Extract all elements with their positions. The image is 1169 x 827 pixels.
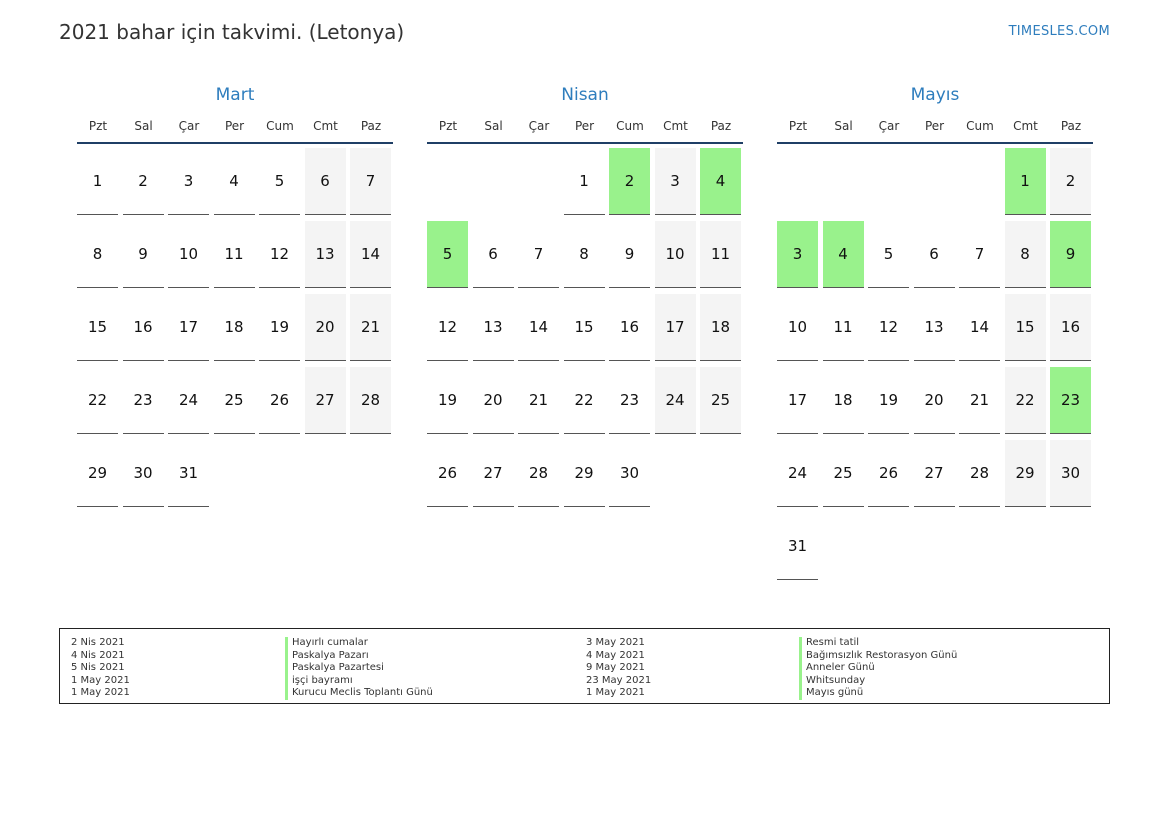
day-cell: 22 <box>77 367 118 434</box>
legend-names-left <box>285 637 433 700</box>
holiday-legend <box>59 628 1110 704</box>
weekday-label: Paz <box>1060 119 1082 133</box>
day-cell: 20 <box>473 367 514 434</box>
day-cell-holiday: 23 <box>1050 367 1091 434</box>
day-cell: 29 <box>77 440 118 507</box>
day-cell: 23 <box>609 367 650 434</box>
day-cell: 21 <box>959 367 1000 434</box>
day-cell: 26 <box>868 440 909 507</box>
weekday-label: Sal <box>134 119 153 133</box>
weekday-label: Cmt <box>313 119 338 133</box>
day-cell: 1 <box>564 148 605 215</box>
day-cell-holiday: 9 <box>1050 221 1091 288</box>
day-cell: 4 <box>214 148 255 215</box>
day-cell: 20 <box>914 367 955 434</box>
day-cell: 30 <box>123 440 164 507</box>
legend-date: 5 Nis 2021 <box>71 662 125 673</box>
weekday-label: Sal <box>834 119 853 133</box>
legend-date: 9 May 2021 <box>586 662 645 673</box>
weekday-label: Cum <box>616 119 644 133</box>
legend-holiday-name: Bağımsızlık Restorasyon Günü <box>799 650 957 663</box>
day-cell: 8 <box>77 221 118 288</box>
day-cell: 27 <box>473 440 514 507</box>
legend-holiday-name: Anneler Günü <box>799 662 957 675</box>
day-cell: 27 <box>305 367 346 434</box>
day-cell: 12 <box>259 221 300 288</box>
site-link[interactable]: TIMESLES.COM <box>1008 24 1110 39</box>
weekday-label: Pzt <box>788 119 808 133</box>
day-cell: 24 <box>168 367 209 434</box>
legend-date: 4 Nis 2021 <box>71 649 125 661</box>
day-cell: 7 <box>518 221 559 288</box>
month-name: Mart <box>215 85 255 105</box>
day-cell: 10 <box>655 221 696 288</box>
day-cell: 13 <box>473 294 514 361</box>
day-cell: 18 <box>700 294 741 361</box>
day-cell: 6 <box>473 221 514 288</box>
legend-holiday-name: Kurucu Meclis Toplantı Günü <box>285 687 433 700</box>
day-cell: 3 <box>168 148 209 215</box>
weekday-label: Çar <box>528 119 550 133</box>
weekday-header <box>77 106 393 144</box>
legend-names-right <box>799 637 957 700</box>
day-cell: 1 <box>77 148 118 215</box>
day-cell: 19 <box>427 367 468 434</box>
day-cell: 31 <box>777 513 818 580</box>
day-cell: 22 <box>1005 367 1046 434</box>
legend-date: 1 May 2021 <box>71 687 130 698</box>
legend-holiday-name: Whitsunday <box>799 675 957 688</box>
month-april <box>427 84 743 604</box>
day-cell: 23 <box>123 367 164 434</box>
month-name: Nisan <box>561 85 609 105</box>
weekday-label: Cmt <box>1013 119 1038 133</box>
day-cell-holiday: 4 <box>700 148 741 215</box>
day-cell: 16 <box>609 294 650 361</box>
day-cell: 14 <box>518 294 559 361</box>
day-cell: 29 <box>564 440 605 507</box>
legend-date: 4 May 2021 <box>586 649 645 661</box>
month-march <box>77 84 393 604</box>
day-cell: 24 <box>777 440 818 507</box>
day-cell-holiday: 3 <box>777 221 818 288</box>
day-cell: 26 <box>259 367 300 434</box>
legend-holiday-name: işçi bayramı <box>285 675 433 688</box>
day-grid <box>427 144 743 604</box>
day-cell-holiday: 2 <box>609 148 650 215</box>
day-cell: 21 <box>350 294 391 361</box>
weekday-label: Sal <box>484 119 503 133</box>
day-cell: 13 <box>914 294 955 361</box>
day-cell-holiday: 1 <box>1005 148 1046 215</box>
legend-holiday-name: Hayırlı cumalar <box>285 637 433 650</box>
weekday-label: Pzt <box>438 119 458 133</box>
weekday-label: Çar <box>878 119 900 133</box>
day-cell: 26 <box>427 440 468 507</box>
day-cell: 28 <box>518 440 559 507</box>
legend-dates-left <box>71 637 130 700</box>
legend-date: 1 May 2021 <box>586 687 645 698</box>
day-cell: 14 <box>959 294 1000 361</box>
day-cell: 16 <box>123 294 164 361</box>
legend-dates-right <box>586 637 651 700</box>
day-grid <box>77 144 393 604</box>
day-cell-holiday: 5 <box>427 221 468 288</box>
page-title: 2021 bahar için takvimi. (Letonya) <box>59 20 405 44</box>
day-cell: 29 <box>1005 440 1046 507</box>
weekday-label: Per <box>924 119 945 133</box>
day-cell: 14 <box>350 221 391 288</box>
day-cell: 19 <box>868 367 909 434</box>
day-cell: 24 <box>655 367 696 434</box>
weekday-label: Per <box>574 119 595 133</box>
day-cell-holiday: 4 <box>823 221 864 288</box>
day-cell: 12 <box>427 294 468 361</box>
weekday-label: Per <box>224 119 245 133</box>
day-cell: 25 <box>823 440 864 507</box>
day-cell: 18 <box>823 367 864 434</box>
day-cell: 13 <box>305 221 346 288</box>
legend-date: 23 May 2021 <box>586 674 652 686</box>
day-cell: 25 <box>700 367 741 434</box>
day-grid <box>777 144 1093 604</box>
day-cell: 31 <box>168 440 209 507</box>
day-cell: 17 <box>777 367 818 434</box>
weekday-label: Çar <box>178 119 200 133</box>
day-cell: 28 <box>959 440 1000 507</box>
weekday-label: Paz <box>710 119 732 133</box>
day-cell: 15 <box>564 294 605 361</box>
weekday-header <box>427 106 743 144</box>
day-cell: 20 <box>305 294 346 361</box>
day-cell: 15 <box>1005 294 1046 361</box>
month-may <box>777 84 1093 604</box>
legend-date: 2 Nis 2021 <box>71 637 125 648</box>
day-cell: 16 <box>1050 294 1091 361</box>
day-cell: 15 <box>77 294 118 361</box>
day-cell: 2 <box>1050 148 1091 215</box>
day-cell: 18 <box>214 294 255 361</box>
day-cell: 3 <box>655 148 696 215</box>
day-cell: 21 <box>518 367 559 434</box>
legend-holiday-name: Mayıs günü <box>799 687 957 700</box>
day-cell: 6 <box>914 221 955 288</box>
day-cell: 2 <box>123 148 164 215</box>
day-cell: 5 <box>259 148 300 215</box>
day-cell: 8 <box>1005 221 1046 288</box>
day-cell: 28 <box>350 367 391 434</box>
weekday-label: Paz <box>360 119 382 133</box>
day-cell: 25 <box>214 367 255 434</box>
legend-date: 1 May 2021 <box>71 674 130 686</box>
day-cell: 7 <box>959 221 1000 288</box>
weekday-label: Cum <box>266 119 294 133</box>
day-cell: 11 <box>823 294 864 361</box>
day-cell: 17 <box>168 294 209 361</box>
month-name: Mayıs <box>910 85 960 105</box>
day-cell: 6 <box>305 148 346 215</box>
day-cell: 11 <box>700 221 741 288</box>
day-cell: 9 <box>609 221 650 288</box>
day-cell: 17 <box>655 294 696 361</box>
day-cell: 10 <box>168 221 209 288</box>
legend-holiday-name: Paskalya Pazartesi <box>285 662 433 675</box>
day-cell: 5 <box>868 221 909 288</box>
weekday-label: Cmt <box>663 119 688 133</box>
legend-holiday-name: Paskalya Pazarı <box>285 650 433 663</box>
day-cell: 27 <box>914 440 955 507</box>
day-cell: 30 <box>609 440 650 507</box>
day-cell: 7 <box>350 148 391 215</box>
day-cell: 11 <box>214 221 255 288</box>
weekday-label: Pzt <box>88 119 108 133</box>
day-cell: 19 <box>259 294 300 361</box>
legend-date: 3 May 2021 <box>586 637 645 648</box>
day-cell: 10 <box>777 294 818 361</box>
day-cell: 30 <box>1050 440 1091 507</box>
weekday-header <box>777 106 1093 144</box>
legend-holiday-name: Resmi tatil <box>799 637 957 650</box>
day-cell: 8 <box>564 221 605 288</box>
day-cell: 22 <box>564 367 605 434</box>
day-cell: 9 <box>123 221 164 288</box>
day-cell: 12 <box>868 294 909 361</box>
weekday-label: Cum <box>966 119 994 133</box>
